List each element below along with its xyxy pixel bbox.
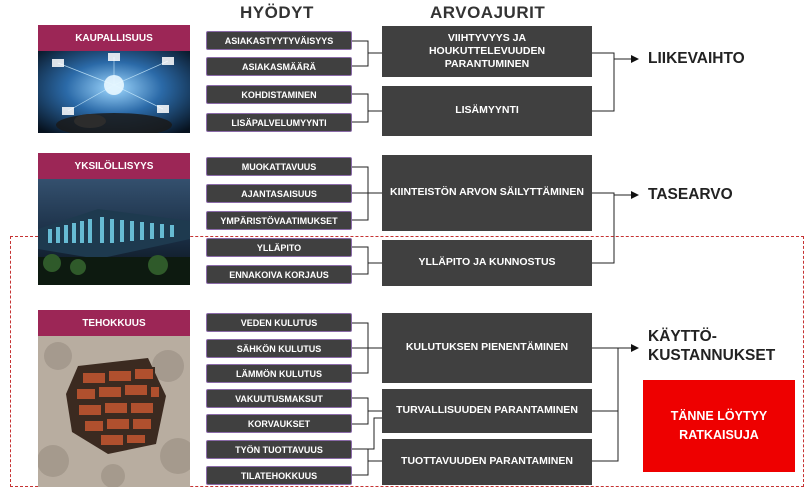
benefit-additional-services: LISÄPALVELUMYYNTI xyxy=(206,113,352,132)
category-label: KAUPALLISUUS xyxy=(38,25,190,51)
benefit-maintenance: YLLÄPITO xyxy=(206,238,352,257)
outcome-balance-value: TASEARVO xyxy=(648,186,733,203)
driver-consumption: KULUTUKSEN PIENENTÄMINEN xyxy=(382,313,592,383)
outcome-operating-costs-line1: KÄYTTÖ- xyxy=(648,328,717,345)
driver-comfort: VIIHTYVYYS JA HOUKUTTELEVUUDEN PARANTUMINEN xyxy=(382,26,592,77)
benefit-customer-satisfaction: ASIAKASTYYTYVÄISYYS xyxy=(206,31,352,50)
benefit-targeting: KOHDISTAMINEN xyxy=(206,85,352,104)
driver-maintenance: YLLÄPITO JA KUNNOSTUS xyxy=(382,240,592,286)
benefits-header: HYÖDYT xyxy=(240,3,314,22)
driver-extra-sales: LISÄMYYNTI xyxy=(382,86,592,136)
driver-safety: TURVALLISUUDEN PARANTAMINEN xyxy=(382,389,592,433)
category-label: TEHOKKUUS xyxy=(38,310,190,336)
outcome-revenue: LIIKEVAIHTO xyxy=(648,50,745,67)
benefit-up-to-date: AJANTASAISUUS xyxy=(206,184,352,203)
solutions-callout-line2: RATKAISUJA xyxy=(679,428,759,442)
benefit-electricity-consumption: SÄHKÖN KULUTUS xyxy=(206,339,352,358)
benefit-heat-consumption: LÄMMÖN KULUTUS xyxy=(206,364,352,383)
benefit-customer-count: ASIAKASMÄÄRÄ xyxy=(206,57,352,76)
solutions-callout xyxy=(643,380,795,472)
benefit-modifiability: MUOKATTAVUUS xyxy=(206,157,352,176)
outcome-operating-costs-line2: KUSTANNUKSET xyxy=(648,346,776,364)
benefit-environmental: YMPÄRISTÖVAATIMUKSET xyxy=(206,211,352,230)
outcome-operating-costs xyxy=(648,328,775,365)
benefit-space-efficiency: TILATEHOKKUUS xyxy=(206,466,352,485)
benefit-compensations: KORVAUKSET xyxy=(206,414,352,433)
category-commerce xyxy=(38,25,190,133)
benefit-water-consumption: VEDEN KULUTUS xyxy=(206,313,352,332)
benefit-work-productivity: TYÖN TUOTTAVUUS xyxy=(206,440,352,459)
category-individuality xyxy=(38,153,190,285)
crumbling-brick-wall-image xyxy=(38,336,190,487)
benefit-insurance-fees: VAKUUTUSMAKSUT xyxy=(206,389,352,408)
drivers-header: ARVOAJURIT xyxy=(430,3,546,22)
glass-building-night-image xyxy=(38,179,190,285)
driver-productivity: TUOTTAVUUDEN PARANTAMINEN xyxy=(382,439,592,485)
tech-network-hand-image xyxy=(38,51,190,133)
benefit-predictive-repair: ENNAKOIVA KORJAUS xyxy=(206,265,352,284)
category-label: YKSILÖLLISYYS xyxy=(38,153,190,179)
category-efficiency xyxy=(38,310,190,487)
driver-property-value: KIINTEISTÖN ARVON SÄILYTTÄMINEN xyxy=(382,155,592,231)
solutions-callout-line1: TÄNNE LÖYTYY xyxy=(670,409,768,424)
